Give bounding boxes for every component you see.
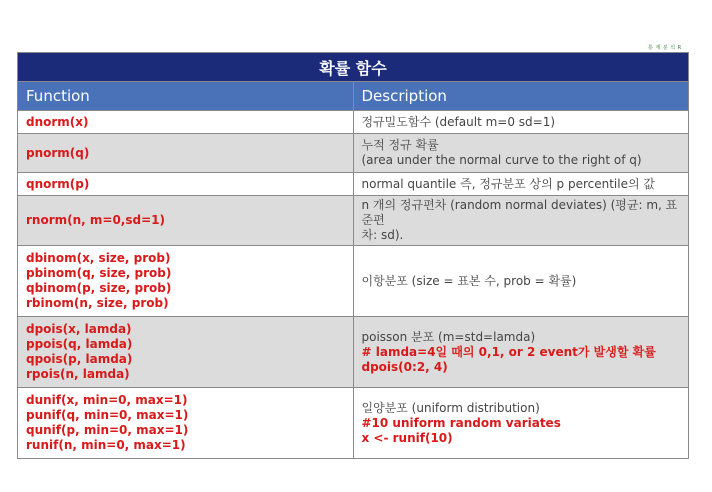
function-name: punif(q, min=0, max=1) bbox=[26, 408, 189, 422]
description-cell bbox=[353, 196, 689, 246]
function-name: qunif(p, min=0, max=1) bbox=[26, 423, 189, 437]
column-header-description: Description bbox=[353, 82, 689, 111]
table-title: 확률 함수 bbox=[18, 53, 689, 82]
description-cell bbox=[353, 246, 689, 317]
function-name: qnorm(p) bbox=[26, 176, 90, 191]
function-name: qpois(p, lamda) bbox=[26, 352, 133, 366]
column-header-function: Function bbox=[18, 82, 354, 111]
table-row bbox=[18, 317, 689, 388]
description-text: 누적 정규 확률 bbox=[361, 138, 439, 152]
description-cell bbox=[353, 111, 689, 134]
function-name: qbinom(p, size, prob) bbox=[26, 281, 172, 295]
function-name: runif(n, min=0, max=1) bbox=[26, 438, 186, 452]
function-name: ppois(q, lamda) bbox=[26, 337, 133, 351]
description-cell bbox=[353, 134, 689, 173]
function-name: rbinom(n, size, prob) bbox=[26, 296, 169, 310]
code-comment: # lamda=4일 때의 0,1, or 2 event가 발생할 확률 bbox=[361, 344, 656, 359]
table-row bbox=[18, 134, 689, 173]
table-header-row bbox=[18, 82, 689, 111]
code-comment: #10 uniform random variates bbox=[361, 415, 561, 430]
function-cell bbox=[18, 134, 354, 173]
description-text: poisson 분포 (m=std=lamda) bbox=[361, 329, 536, 344]
function-cell bbox=[18, 111, 354, 134]
function-name: rpois(n, lamda) bbox=[26, 367, 130, 381]
description-text: 차: sd). bbox=[361, 228, 404, 242]
function-cell bbox=[18, 173, 354, 196]
description-text: 정규밀도함수 (default m=0 sd=1) bbox=[361, 114, 556, 129]
function-cell bbox=[18, 246, 354, 317]
table-row bbox=[18, 173, 689, 196]
description-text: 이항분포 (size = 표본 수, prob = 확률) bbox=[361, 273, 577, 288]
description-text: (area under the normal curve to the right of q) bbox=[361, 153, 642, 167]
function-name: dpois(x, lamda) bbox=[26, 322, 132, 336]
table-row bbox=[18, 246, 689, 317]
function-name: pbinom(q, size, prob) bbox=[26, 266, 172, 280]
function-cell bbox=[18, 196, 354, 246]
description-text: normal quantile 즉, 정규분포 상의 p percentile의 값 bbox=[361, 176, 655, 191]
function-cell bbox=[18, 388, 354, 459]
code-line: x <- runif(10) bbox=[361, 430, 453, 445]
function-name: dbinom(x, size, prob) bbox=[26, 251, 171, 265]
description-text: 일양분포 (uniform distribution) bbox=[361, 400, 540, 415]
code-line: dpois(0:2, 4) bbox=[361, 359, 448, 374]
function-name: dnorm(x) bbox=[26, 114, 89, 129]
function-name: pnorm(q) bbox=[26, 145, 90, 160]
table-title-row bbox=[18, 53, 689, 82]
corner-logo: 통 계 분 석 R bbox=[648, 45, 682, 51]
table-row bbox=[18, 388, 689, 459]
description-text: n 개의 정규편차 (random normal deviates) (평균: m, 표준편 bbox=[361, 198, 678, 227]
function-name: rnorm(n, m=0,sd=1) bbox=[26, 213, 165, 227]
description-cell bbox=[353, 173, 689, 196]
description-cell bbox=[353, 388, 689, 459]
probability-functions-table bbox=[17, 52, 689, 459]
table-row bbox=[18, 196, 689, 246]
description-cell bbox=[353, 317, 689, 388]
function-cell bbox=[18, 317, 354, 388]
table-row bbox=[18, 111, 689, 134]
function-name: dunif(x, min=0, max=1) bbox=[26, 393, 188, 407]
